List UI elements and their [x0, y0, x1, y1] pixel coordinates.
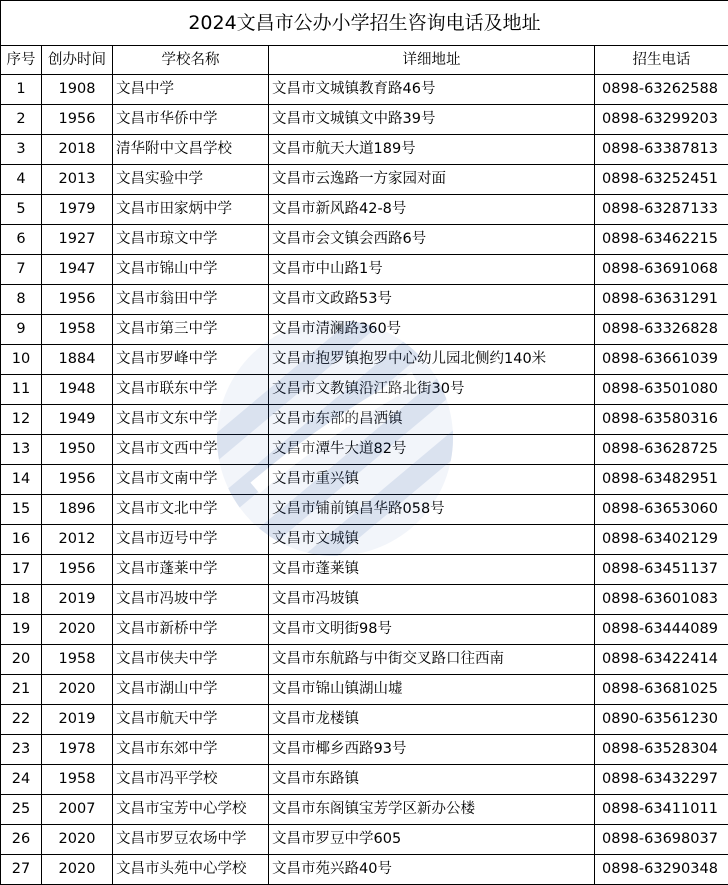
table-row [1, 525, 728, 555]
row-school: 文昌市罗峰中学 [113, 345, 269, 375]
header-school: 学校名称 [113, 46, 269, 75]
row-founded: 1908 [42, 75, 113, 105]
row-seq: 23 [1, 735, 42, 765]
row-seq: 24 [1, 765, 42, 795]
table-row [1, 285, 728, 315]
row-seq: 17 [1, 555, 42, 585]
row-address: 文昌市文政路53号 [269, 285, 595, 315]
row-seq: 22 [1, 705, 42, 735]
header-row [1, 46, 728, 75]
header-address: 详细地址 [269, 46, 595, 75]
row-address: 文昌市抱罗镇抱罗中心幼儿园北侧约140米 [269, 345, 595, 375]
row-phone: 0898-63287133 [595, 195, 728, 225]
row-seq: 12 [1, 405, 42, 435]
row-phone: 0898-63462215 [595, 225, 728, 255]
row-phone: 0898-63252451 [595, 165, 728, 195]
row-school: 文昌市蓬莱中学 [113, 555, 269, 585]
row-school: 文昌市侠夫中学 [113, 645, 269, 675]
table-row [1, 435, 728, 465]
row-founded: 2007 [42, 795, 113, 825]
row-school: 文昌市第三中学 [113, 315, 269, 345]
row-address: 文昌市文明街98号 [269, 615, 595, 645]
row-phone: 0898-63387813 [595, 135, 728, 165]
row-phone: 0898-63432297 [595, 765, 728, 795]
row-address: 文昌市东航路与中街交叉路口往西南 [269, 645, 595, 675]
row-seq: 9 [1, 315, 42, 345]
row-seq: 5 [1, 195, 42, 225]
table-row [1, 465, 728, 495]
row-seq: 13 [1, 435, 42, 465]
row-school: 文昌实验中学 [113, 165, 269, 195]
row-phone: 0898-63628725 [595, 435, 728, 465]
table-row [1, 795, 728, 825]
row-seq: 15 [1, 495, 42, 525]
row-school: 文昌市文北中学 [113, 495, 269, 525]
row-phone: 0898-63661039 [595, 345, 728, 375]
table-row [1, 825, 728, 855]
table-row [1, 495, 728, 525]
row-address: 文昌市锦山镇湖山墟 [269, 675, 595, 705]
row-school: 文昌市华侨中学 [113, 105, 269, 135]
row-phone: 0898-63691068 [595, 255, 728, 285]
row-phone: 0898-63698037 [595, 825, 728, 855]
row-address: 文昌市东阁镇宝芳学区新办公楼 [269, 795, 595, 825]
row-phone: 0898-63528304 [595, 735, 728, 765]
row-phone: 0898-63580316 [595, 405, 728, 435]
table-row [1, 165, 728, 195]
table-row [1, 585, 728, 615]
row-founded: 1958 [42, 765, 113, 795]
table-row [1, 75, 728, 105]
row-founded: 2012 [42, 525, 113, 555]
row-founded: 2020 [42, 615, 113, 645]
row-founded: 1956 [42, 465, 113, 495]
title-row [1, 1, 728, 46]
row-founded: 2019 [42, 705, 113, 735]
row-address: 文昌市潭牛大道82号 [269, 435, 595, 465]
row-school: 文昌市湖山中学 [113, 675, 269, 705]
table-row [1, 225, 728, 255]
table-row [1, 855, 728, 885]
row-school: 文昌市冯坡中学 [113, 585, 269, 615]
page-title: 2024文昌市公办小学招生咨询电话及地址 [1, 1, 728, 46]
row-address: 文昌市龙楼镇 [269, 705, 595, 735]
row-phone: 0898-63290348 [595, 855, 728, 885]
table-row [1, 765, 728, 795]
row-school: 文昌市田家炳中学 [113, 195, 269, 225]
row-school: 文昌市航天中学 [113, 705, 269, 735]
table-row [1, 375, 728, 405]
row-seq: 8 [1, 285, 42, 315]
row-school: 文昌市迈号中学 [113, 525, 269, 555]
row-school: 文昌市联东中学 [113, 375, 269, 405]
row-address: 文昌市中山路1号 [269, 255, 595, 285]
row-founded: 2020 [42, 825, 113, 855]
row-seq: 16 [1, 525, 42, 555]
table-row [1, 345, 728, 375]
row-phone: 0898-63402129 [595, 525, 728, 555]
row-school: 文昌中学 [113, 75, 269, 105]
row-address: 文昌市铺前镇昌华路058号 [269, 495, 595, 525]
row-school: 文昌市罗豆农场中学 [113, 825, 269, 855]
row-seq: 1 [1, 75, 42, 105]
row-founded: 1979 [42, 195, 113, 225]
row-phone: 0898-63299203 [595, 105, 728, 135]
row-founded: 2013 [42, 165, 113, 195]
header-phone: 招生电话 [595, 46, 728, 75]
row-seq: 18 [1, 585, 42, 615]
row-founded: 1958 [42, 315, 113, 345]
row-school: 文昌市新桥中学 [113, 615, 269, 645]
row-school: 文昌市冯平学校 [113, 765, 269, 795]
row-seq: 21 [1, 675, 42, 705]
row-address: 文昌市冯坡镇 [269, 585, 595, 615]
row-seq: 19 [1, 615, 42, 645]
row-seq: 10 [1, 345, 42, 375]
table-body [1, 1, 728, 885]
row-phone: 0898-63601083 [595, 585, 728, 615]
row-address: 文昌市蓬莱镇 [269, 555, 595, 585]
header-seq: 序号 [1, 46, 42, 75]
row-founded: 1947 [42, 255, 113, 285]
row-founded: 1978 [42, 735, 113, 765]
table-row [1, 315, 728, 345]
row-phone: 0898-63262588 [595, 75, 728, 105]
table-row [1, 405, 728, 435]
row-phone: 0898-63653060 [595, 495, 728, 525]
row-seq: 2 [1, 105, 42, 135]
row-seq: 26 [1, 825, 42, 855]
table-row [1, 615, 728, 645]
table-row [1, 255, 728, 285]
row-seq: 20 [1, 645, 42, 675]
table-row [1, 195, 728, 225]
row-school: 文昌市翁田中学 [113, 285, 269, 315]
row-address: 文昌市椰乡西路93号 [269, 735, 595, 765]
row-phone: 0898-63681025 [595, 675, 728, 705]
row-phone: 0898-63422414 [595, 645, 728, 675]
row-seq: 6 [1, 225, 42, 255]
row-phone: 0898-63326828 [595, 315, 728, 345]
table-row [1, 675, 728, 705]
row-founded: 1958 [42, 645, 113, 675]
table-row [1, 135, 728, 165]
row-founded: 1956 [42, 105, 113, 135]
row-seq: 11 [1, 375, 42, 405]
row-school: 文昌市锦山中学 [113, 255, 269, 285]
table-row [1, 735, 728, 765]
header-founded: 创办时间 [42, 46, 113, 75]
row-seq: 14 [1, 465, 42, 495]
row-founded: 2020 [42, 855, 113, 885]
row-founded: 1927 [42, 225, 113, 255]
row-address: 文昌市文城镇文中路39号 [269, 105, 595, 135]
row-founded: 1950 [42, 435, 113, 465]
row-address: 文昌市文教镇沿江路北街30号 [269, 375, 595, 405]
table-row [1, 105, 728, 135]
row-founded: 1896 [42, 495, 113, 525]
row-phone: 0898-63501080 [595, 375, 728, 405]
row-phone: 0898-63411011 [595, 795, 728, 825]
table-row [1, 645, 728, 675]
row-seq: 7 [1, 255, 42, 285]
row-address: 文昌市苑兴路40号 [269, 855, 595, 885]
row-school: 文昌市头苑中心学校 [113, 855, 269, 885]
row-school: 文昌市宝芳中心学校 [113, 795, 269, 825]
row-phone: 0898-63482951 [595, 465, 728, 495]
row-seq: 3 [1, 135, 42, 165]
row-founded: 2019 [42, 585, 113, 615]
row-school: 文昌市文东中学 [113, 405, 269, 435]
row-address: 文昌市东部的昌洒镇 [269, 405, 595, 435]
row-address: 文昌市东路镇 [269, 765, 595, 795]
row-school: 清华附中文昌学校 [113, 135, 269, 165]
row-address: 文昌市文城镇 [269, 525, 595, 555]
row-address: 文昌市罗豆中学605 [269, 825, 595, 855]
row-seq: 27 [1, 855, 42, 885]
row-address: 文昌市航天大道189号 [269, 135, 595, 165]
row-founded: 2018 [42, 135, 113, 165]
row-school: 文昌市东郊中学 [113, 735, 269, 765]
table-row [1, 555, 728, 585]
row-school: 文昌市文西中学 [113, 435, 269, 465]
row-founded: 1948 [42, 375, 113, 405]
row-school: 文昌市文南中学 [113, 465, 269, 495]
row-address: 文昌市云逸路一方家园对面 [269, 165, 595, 195]
row-address: 文昌市文城镇教育路46号 [269, 75, 595, 105]
row-founded: 1884 [42, 345, 113, 375]
table-row [1, 705, 728, 735]
row-address: 文昌市清澜路360号 [269, 315, 595, 345]
row-phone: 0898-63631291 [595, 285, 728, 315]
row-founded: 1956 [42, 285, 113, 315]
row-address: 文昌市新风路42-8号 [269, 195, 595, 225]
row-phone: 0890-63561230 [595, 705, 728, 735]
row-seq: 4 [1, 165, 42, 195]
row-founded: 1949 [42, 405, 113, 435]
row-address: 文昌市重兴镇 [269, 465, 595, 495]
row-school: 文昌市琼文中学 [113, 225, 269, 255]
row-founded: 1956 [42, 555, 113, 585]
row-phone: 0898-63444089 [595, 615, 728, 645]
row-seq: 25 [1, 795, 42, 825]
row-founded: 2020 [42, 675, 113, 705]
row-address: 文昌市会文镇会西路6号 [269, 225, 595, 255]
row-phone: 0898-63451137 [595, 555, 728, 585]
